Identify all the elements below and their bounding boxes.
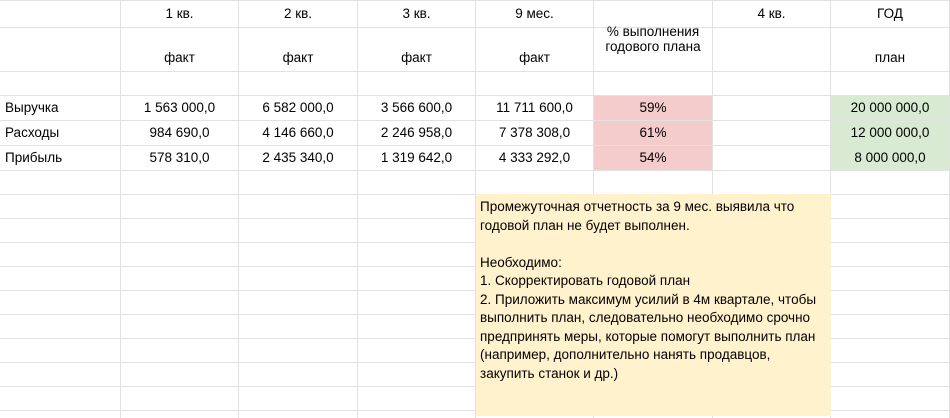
- conclusion-note[interactable]: Промежуточная отчетность за 9 мес. выявила что годовой план не будет выполнен. Необходимо: 1. Скорректировать годовой план 2. Приложить максимум усилий в 4м квартале, чтобы выполнить план, следовательно необходимо срочно предпринять меры, которые помогут выполнить план (например, дополнительно нанять продавцов, закупить станок и др.): [476, 194, 831, 416]
- subheader-year-plan[interactable]: план: [874, 50, 906, 65]
- subheader-q3-fact[interactable]: факт: [401, 50, 432, 65]
- header-q2[interactable]: 2 кв.: [283, 6, 313, 21]
- subheader-q2-fact[interactable]: факт: [282, 50, 314, 65]
- revenue-9-months[interactable]: 11 711 600,0: [496, 100, 573, 115]
- subheader-9-months-fact[interactable]: факт: [519, 50, 550, 65]
- profit-q2[interactable]: 2 435 340,0: [262, 150, 334, 165]
- profit-plan-pct[interactable]: 54%: [594, 146, 712, 170]
- row-label-expenses[interactable]: Расходы: [5, 125, 60, 140]
- expenses-q2[interactable]: 4 146 660,0: [262, 125, 334, 140]
- header-9-months[interactable]: 9 мес.: [515, 6, 554, 21]
- revenue-year-plan[interactable]: 20 000 000,0: [831, 96, 949, 120]
- expenses-9-months[interactable]: 7 378 308,0: [498, 125, 571, 140]
- expenses-q3[interactable]: 2 246 958,0: [380, 125, 453, 140]
- revenue-q3[interactable]: 3 566 600,0: [380, 100, 453, 115]
- row-label-revenue[interactable]: Выручка: [5, 100, 59, 115]
- header-q3[interactable]: 3 кв.: [402, 6, 431, 21]
- revenue-q2[interactable]: 6 582 000,0: [262, 100, 334, 115]
- expenses-year-plan[interactable]: 12 000 000,0: [831, 121, 949, 145]
- revenue-q1[interactable]: 1 563 000,0: [143, 100, 216, 115]
- profit-9-months[interactable]: 4 333 292,0: [498, 150, 571, 165]
- grid-line: [0, 170, 950, 171]
- grid-line: [0, 27, 950, 28]
- profit-q3[interactable]: 1 319 642,0: [380, 150, 453, 165]
- profit-year-plan[interactable]: 8 000 000,0: [831, 146, 949, 170]
- header-plan-completion-pct[interactable]: [594, 8, 712, 70]
- grid-line: [0, 71, 950, 72]
- expenses-q4[interactable]: [713, 121, 830, 145]
- profit-q4[interactable]: [713, 146, 830, 170]
- header-year[interactable]: ГОД: [877, 6, 903, 21]
- expenses-q1[interactable]: 984 690,0: [149, 125, 210, 140]
- subheader-q1-fact[interactable]: факт: [164, 50, 195, 65]
- header-q1[interactable]: 1 кв.: [165, 6, 194, 21]
- expenses-plan-pct[interactable]: 61%: [594, 121, 712, 145]
- revenue-q4[interactable]: [713, 96, 830, 120]
- row-label-profit[interactable]: Прибыль: [5, 150, 63, 165]
- profit-q1[interactable]: 578 310,0: [149, 150, 210, 165]
- header-q4[interactable]: 4 кв.: [757, 6, 786, 21]
- revenue-plan-pct[interactable]: 59%: [594, 96, 712, 120]
- header-plan-completion-pct-text: % выполнения годового плана: [605, 24, 701, 54]
